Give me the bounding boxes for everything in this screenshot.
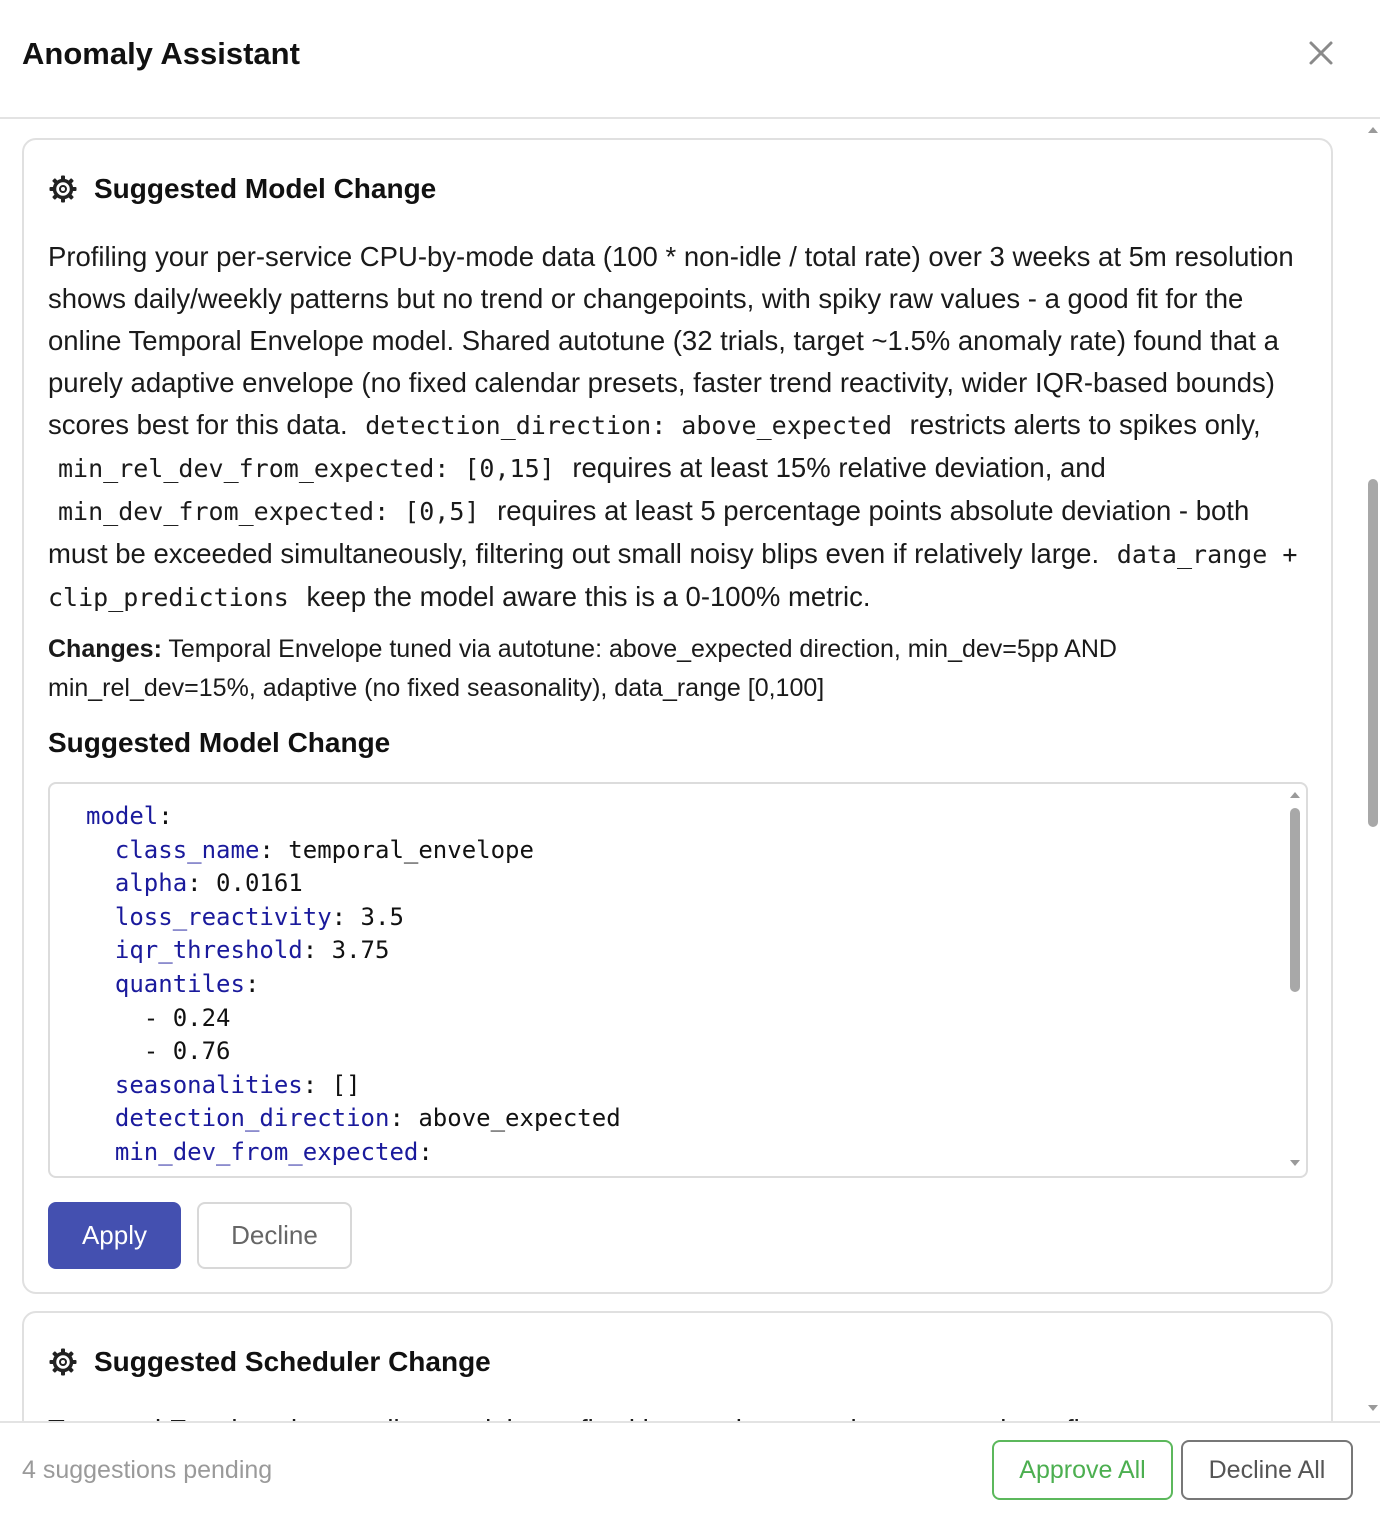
yaml-key: loss_reactivity (114, 902, 332, 931)
code-line: min_dev_from_expected: (114, 1137, 433, 1166)
inline-code: min_dev_from_expected: [0,5] (58, 497, 480, 526)
description-text: requires at least 5 percentage points absolute deviation - both must be exceeded simultaneously, filtering out small noisy blips even if relatively large. (48, 495, 1250, 569)
code-line: - 0.76 (143, 1037, 231, 1066)
code-line: quantiles: (114, 969, 260, 998)
code-section-title: Suggested Model Change (48, 727, 391, 758)
dialog-header (0, 0, 1380, 119)
code-line: detection_direction: above_expected (114, 1104, 621, 1133)
approve-all-button[interactable]: Approve All (992, 1440, 1173, 1500)
changes-label: Changes: (48, 635, 162, 663)
inline-code: data_range + clip_predictions (48, 540, 1298, 612)
yaml-key: model (86, 802, 159, 830)
suggestions-scroll-area[interactable] (0, 121, 1380, 1421)
apply-button[interactable]: Apply (48, 1202, 181, 1269)
scroll-down-arrow-icon[interactable] (1290, 1160, 1300, 1166)
yaml-key: alpha (114, 869, 188, 898)
suggestion-description (48, 236, 1313, 619)
card-header (48, 1345, 491, 1379)
yaml-key: min_dev_from_expected (114, 1137, 419, 1166)
inline-code: min_rel_dev_from_expected: [0,15] (58, 454, 555, 483)
code-scroll-thumb[interactable] (1290, 808, 1300, 992)
yaml-code-block[interactable] (48, 782, 1308, 1178)
code-line: iqr_threshold: 3.75 (114, 936, 390, 965)
suggestion-card-model (22, 138, 1333, 1294)
code-line: alpha: 0.0161 (114, 869, 303, 898)
dialog-footer (0, 1421, 1380, 1515)
yaml-key: seasonalities (114, 1070, 303, 1099)
inline-code: detection_direction: above_expected (365, 411, 893, 440)
close-icon (1302, 34, 1340, 72)
changes-text: Temporal Envelope tuned via autotune: above_expected direction, min_dev=5pp AND min_rel_dev=15%, adaptive (no fixed seasonality), data_range [0,100] (48, 635, 1117, 702)
page-scroll-thumb[interactable] (1368, 479, 1378, 827)
changes-summary (48, 630, 1248, 708)
code-line: - 0.24 (143, 1003, 231, 1032)
card-title: Suggested Scheduler Change (94, 1346, 491, 1377)
yaml-key: iqr_threshold (114, 936, 303, 965)
description-text: requires at least 15% relative deviation, and (572, 452, 1106, 483)
close-button[interactable] (1302, 34, 1340, 72)
code-line: model: (86, 802, 173, 830)
description-text: keep the model aware this is a 0-100% metric. (306, 581, 871, 612)
yaml-key: detection_direction (114, 1104, 390, 1133)
scroll-up-arrow-icon[interactable] (1290, 792, 1300, 798)
card-header (48, 172, 436, 206)
decline-button[interactable]: Decline (197, 1202, 352, 1269)
scroll-down-arrow-icon[interactable] (1368, 1405, 1378, 1411)
yaml-code-content (86, 800, 621, 1170)
yaml-key: quantiles (114, 969, 245, 998)
description-text: Profiling your per-service CPU-by-mode data (100 * non-idle / total rate) over 3 weeks at 5m resolution shows daily/weekly patterns but no trend or changepoints, with spiky raw values - a good fit for the online Temporal Envelope model. Shared autotune (32 trials, target ~1.5% anomaly rate) found that a purely adaptive envelope (no fixed calendar presets, faster trend reactivity, wider IQR-based bounds) scores best for this data. (48, 241, 1294, 440)
gear-icon (48, 1347, 78, 1377)
scroll-up-arrow-icon[interactable] (1368, 127, 1378, 133)
pending-count: 4 suggestions pending (22, 1456, 273, 1484)
code-line: seasonalities: [] (114, 1070, 361, 1099)
code-line: loss_reactivity: 3.5 (114, 902, 404, 931)
yaml-key: class_name (114, 835, 260, 864)
card-title: Suggested Model Change (94, 173, 437, 204)
code-scrollbar[interactable] (1288, 790, 1302, 1170)
code-line: class_name: temporal_envelope (114, 835, 534, 864)
description-text: restricts alerts to spikes only, (909, 409, 1261, 440)
decline-all-button[interactable]: Decline All (1181, 1440, 1353, 1500)
page-scrollbar[interactable] (1366, 121, 1380, 1421)
gear-icon (48, 174, 78, 204)
dialog-title: Anomaly Assistant (22, 36, 300, 71)
